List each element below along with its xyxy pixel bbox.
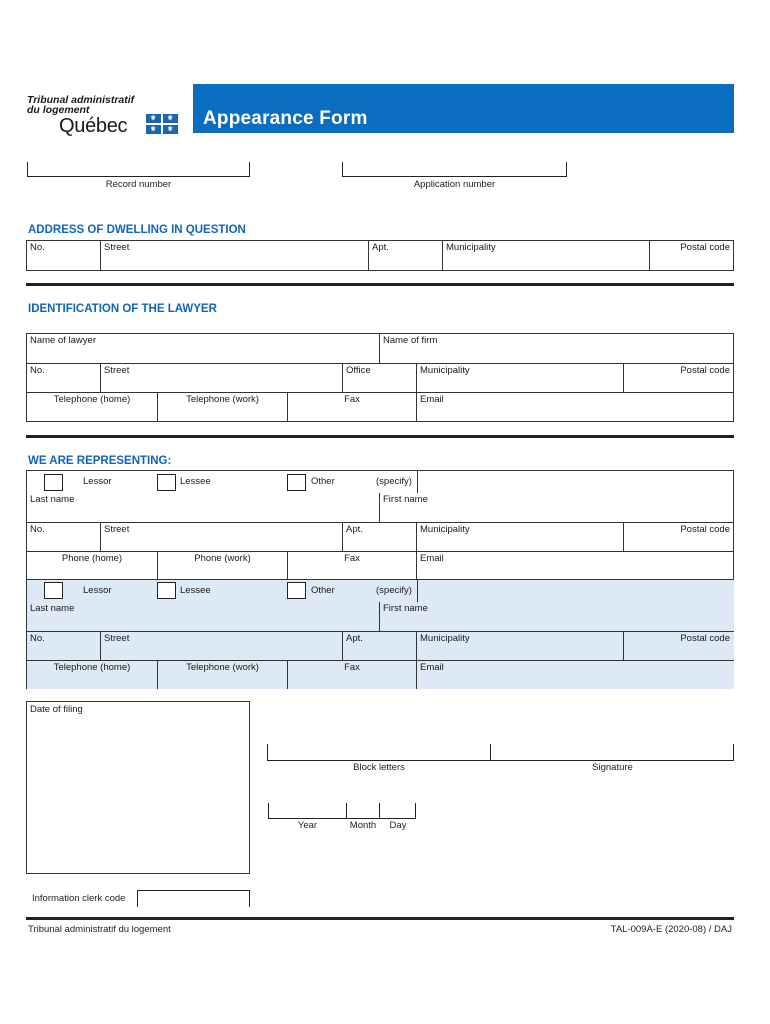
lawyer-no-field[interactable]: [27, 364, 101, 393]
party1-first-name-field[interactable]: [380, 493, 734, 523]
application-number-label: Application number: [413, 179, 496, 190]
lawyer-tel-work-label: Telephone (work): [186, 394, 259, 405]
party1-specify-label: (specify): [376, 476, 412, 487]
party1-apt-label: Apt.: [346, 524, 363, 535]
party2-email-field[interactable]: [417, 661, 734, 689]
date-of-filing-box[interactable]: [26, 701, 250, 874]
month-field[interactable]: [347, 803, 380, 819]
record-number-field[interactable]: [27, 162, 250, 177]
party2-postal-code-field[interactable]: [624, 632, 734, 661]
party1-phone-work-label: Phone (work): [194, 553, 251, 564]
party1-email-label: Email: [420, 553, 444, 564]
party1-other-label: Other: [311, 476, 335, 487]
party2-specify-field[interactable]: [417, 580, 734, 602]
party1-lessee-label: Lessee: [180, 476, 211, 487]
lawyer-email-field[interactable]: [417, 393, 734, 422]
dwelling-no-label: No.: [30, 242, 45, 253]
party1-last-name-field[interactable]: [27, 493, 380, 523]
party2-lessee-label: Lessee: [180, 585, 211, 596]
party2-fax-label: Fax: [344, 662, 360, 673]
party2-lessee-checkbox[interactable]: [157, 582, 176, 599]
dwelling-table: [26, 240, 734, 271]
party2-lessor-label: Lessor: [83, 585, 112, 596]
dwelling-street-field[interactable]: [101, 241, 369, 271]
quebec-flag-icon: ⚜ ⚜ ⚜ ⚜: [146, 114, 178, 134]
party1-street-label: Street: [104, 524, 130, 535]
party2-first-name-field[interactable]: [380, 602, 734, 632]
party1-municipality-field[interactable]: [417, 523, 624, 552]
firm-name-field[interactable]: [380, 334, 734, 364]
dwelling-apt-label: Apt.: [372, 242, 389, 253]
party2-first-name-label: First name: [383, 603, 428, 614]
lawyer-postal-code-field[interactable]: [624, 364, 734, 393]
application-number-field[interactable]: [342, 162, 567, 177]
party2-tel-work-label: Telephone (work): [186, 662, 259, 673]
party1-first-name-label: First name: [383, 494, 428, 505]
day-label: Day: [389, 820, 407, 831]
party1-phone-work-field[interactable]: [158, 552, 288, 580]
lawyer-fax-label: Fax: [344, 394, 360, 405]
party1-specify-field[interactable]: [417, 471, 734, 493]
party2-lessor-checkbox[interactable]: [44, 582, 63, 599]
party1-other-checkbox[interactable]: [287, 474, 306, 491]
party2-municipality-label: Municipality: [420, 633, 470, 644]
footer-form-code: TAL-009A-E (2020-08) / DAJ: [610, 924, 732, 935]
party1-fax-field[interactable]: [288, 552, 417, 580]
lawyer-name-field[interactable]: [27, 334, 380, 364]
title-banner: [193, 84, 734, 133]
dwelling-postal-code-label: Postal code: [680, 242, 730, 253]
footer-divider: [26, 917, 734, 920]
party1-lessee-checkbox[interactable]: [157, 474, 176, 491]
block-letters-label: Block letters: [353, 762, 405, 773]
month-label: Month: [349, 820, 377, 831]
info-clerk-code-field[interactable]: [137, 890, 250, 907]
party2-last-name-field[interactable]: [27, 602, 380, 632]
lawyer-heading: IDENTIFICATION OF THE LAWYER: [28, 303, 217, 315]
party1-last-name-label: Last name: [30, 494, 75, 505]
record-number-label: Record number: [105, 179, 172, 190]
lawyer-tel-home-field[interactable]: [27, 393, 158, 422]
party1-postal-code-field[interactable]: [624, 523, 734, 552]
signature-field[interactable]: [491, 744, 734, 761]
year-label: Year: [297, 820, 318, 831]
party2-other-checkbox[interactable]: [287, 582, 306, 599]
party2-last-name-label: Last name: [30, 603, 75, 614]
lawyer-name-label: Name of lawyer: [30, 335, 96, 346]
party1-email-field[interactable]: [417, 552, 734, 580]
lawyer-postal-code-label: Postal code: [680, 365, 730, 376]
dwelling-no-field[interactable]: [27, 241, 101, 271]
date-of-filing-label: Date of filing: [30, 704, 83, 715]
lawyer-municipality-label: Municipality: [420, 365, 470, 376]
lawyer-street-field[interactable]: [101, 364, 343, 393]
year-field[interactable]: [268, 803, 347, 819]
representing-table: [26, 470, 734, 689]
party1-municipality-label: Municipality: [420, 524, 470, 535]
dwelling-heading: ADDRESS OF DWELLING IN QUESTION: [28, 224, 246, 236]
lawyer-table: [26, 333, 734, 422]
representing-heading: WE ARE REPRESENTING:: [28, 455, 172, 467]
firm-name-label: Name of firm: [383, 335, 438, 346]
party2-apt-field[interactable]: [343, 632, 417, 661]
lawyer-no-label: No.: [30, 365, 45, 376]
party1-lessor-checkbox[interactable]: [44, 474, 63, 491]
divider: [26, 435, 734, 438]
party1-lessor-label: Lessor: [83, 476, 112, 487]
party1-fax-label: Fax: [344, 553, 360, 564]
logo-line-1: Tribunal administratif: [27, 94, 135, 106]
logo-line-2: du logement: [27, 104, 90, 116]
party2-fax-field[interactable]: [288, 661, 417, 689]
party1-postal-code-label: Postal code: [680, 524, 730, 535]
party1-no-label: No.: [30, 524, 45, 535]
dwelling-postal-code-field[interactable]: [650, 241, 734, 271]
dwelling-municipality-label: Municipality: [446, 242, 496, 253]
lawyer-fax-field[interactable]: [288, 393, 417, 422]
page-title: Appearance Form: [203, 108, 368, 129]
party1-no-field[interactable]: [27, 523, 101, 552]
party1-street-field[interactable]: [101, 523, 343, 552]
block-letters-field[interactable]: [267, 744, 491, 761]
lawyer-office-field[interactable]: [343, 364, 417, 393]
lawyer-street-label: Street: [104, 365, 130, 376]
party2-tel-home-field[interactable]: [27, 661, 158, 689]
day-field[interactable]: [380, 803, 416, 819]
party2-street-field[interactable]: [101, 632, 343, 661]
footer-left-text: Tribunal administratif du logement: [28, 924, 171, 935]
party2-type-row: [27, 580, 417, 602]
party2-street-label: Street: [104, 633, 130, 644]
party2-municipality-field[interactable]: [417, 632, 624, 661]
divider: [26, 283, 734, 286]
dwelling-apt-field[interactable]: [369, 241, 443, 271]
dwelling-municipality-field[interactable]: [443, 241, 650, 271]
party1-phone-home-label: Phone (home): [61, 553, 123, 564]
lawyer-municipality-field[interactable]: [417, 364, 624, 393]
party2-tel-work-field[interactable]: [158, 661, 288, 689]
lawyer-tel-work-field[interactable]: [158, 393, 288, 422]
lawyer-tel-home-label: Telephone (home): [53, 394, 131, 405]
signature-label: Signature: [592, 762, 633, 773]
lawyer-email-label: Email: [420, 394, 444, 405]
party1-apt-field[interactable]: [343, 523, 417, 552]
party2-email-label: Email: [420, 662, 444, 673]
party1-type-row: [27, 471, 417, 493]
party2-tel-home-label: Telephone (home): [53, 662, 131, 673]
party1-phone-home-field[interactable]: [27, 552, 158, 580]
party2-no-label: No.: [30, 633, 45, 644]
party2-other-label: Other: [311, 585, 335, 596]
party2-postal-code-label: Postal code: [680, 633, 730, 644]
party2-apt-label: Apt.: [346, 633, 363, 644]
party2-no-field[interactable]: [27, 632, 101, 661]
lawyer-office-label: Office: [346, 365, 371, 376]
dwelling-street-label: Street: [104, 242, 130, 253]
logo-quebec: Québec: [59, 115, 128, 137]
party2-specify-label: (specify): [376, 585, 412, 596]
info-clerk-code-label: Information clerk code: [32, 893, 126, 904]
